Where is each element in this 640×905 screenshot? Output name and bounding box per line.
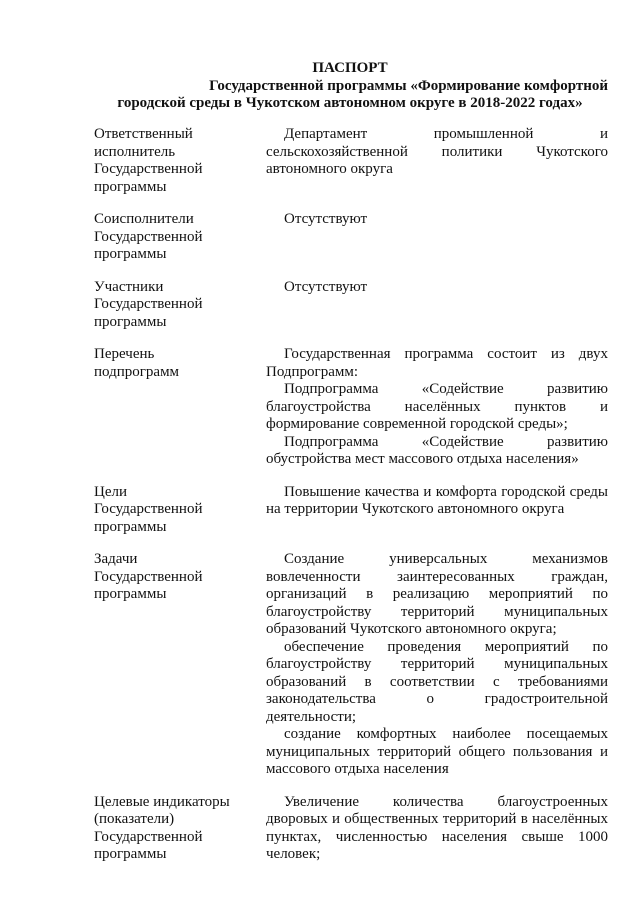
row-label: Ответственный исполнитель Государственной программы [94, 126, 203, 195]
content-paragraph: Государственная программа состоит из двух Подпрограмм: [266, 346, 608, 380]
content-paragraph: Повышение качества и комфорта городской среды на территории Чукотского автономного округа [266, 483, 608, 517]
title-program-line1: Государственной программы «Формирование комфортной [209, 77, 608, 94]
passport-row [94, 794, 608, 879]
content-paragraph: создание комфортных наиболее посещаемых муниципальных территорий общего пользования и массового отдыха населения [266, 726, 608, 777]
passport-row [94, 484, 608, 552]
passport-row [94, 279, 608, 347]
passport-row [94, 126, 608, 211]
title-program-line2: городской среды в Чукотском автономном округе в 2018-2022 годах» [117, 95, 583, 111]
content-paragraph: Департамент промышленной и сельскохозяйственной политики Чукотского автономного округа [266, 126, 608, 177]
document-title [80, 60, 620, 113]
content-paragraph: Подпрограмма «Содействие развитию благоустройства населённых пунктов и формирование современной городской среды»; [266, 381, 608, 432]
row-content [266, 484, 608, 552]
row-content [266, 551, 608, 794]
row-content [266, 279, 608, 347]
row-content [266, 211, 608, 279]
content-paragraph: Создание универсальных механизмов вовлеченности заинтересованных граждан, организаций в реализацию мероприятий по благоустройству территорий муниципальных образований Чукотского автономного округа; [266, 551, 608, 637]
row-label: Участники Государственной программы [94, 278, 203, 330]
row-label: Цели Государственной программы [94, 483, 203, 535]
content-paragraph: Подпрограмма «Содействие развитию обустройства мест массового отдыха населения» [266, 433, 608, 467]
row-label: Целевые индикаторы (показатели) Государственной программы [94, 793, 230, 862]
content-paragraph: обеспечение проведения мероприятий по благоустройству территорий муниципальных образований в соответствии с требованиями законодательства о градостроительной деятельности; [266, 638, 608, 725]
passport-row [94, 551, 608, 794]
content-paragraph: Отсутствуют [284, 211, 368, 227]
row-content [266, 794, 608, 879]
row-label: Задачи Государственной программы [94, 551, 203, 602]
title-passport: ПАСПОРТ [312, 60, 388, 76]
content-paragraph: Увеличение количества благоустроенных дворовых и общественных территорий в населённых пунктах, численностью населения свыше 1000 человек; [266, 793, 608, 862]
row-label: Соисполнители Государственной программы [94, 211, 203, 262]
content-paragraph: Отсутствуют [284, 278, 368, 295]
row-content [266, 346, 608, 484]
passport-row [94, 211, 608, 279]
row-label: Перечень подпрограмм [94, 346, 180, 380]
passport-table [94, 126, 608, 879]
passport-row [94, 346, 608, 484]
row-content [266, 126, 608, 211]
